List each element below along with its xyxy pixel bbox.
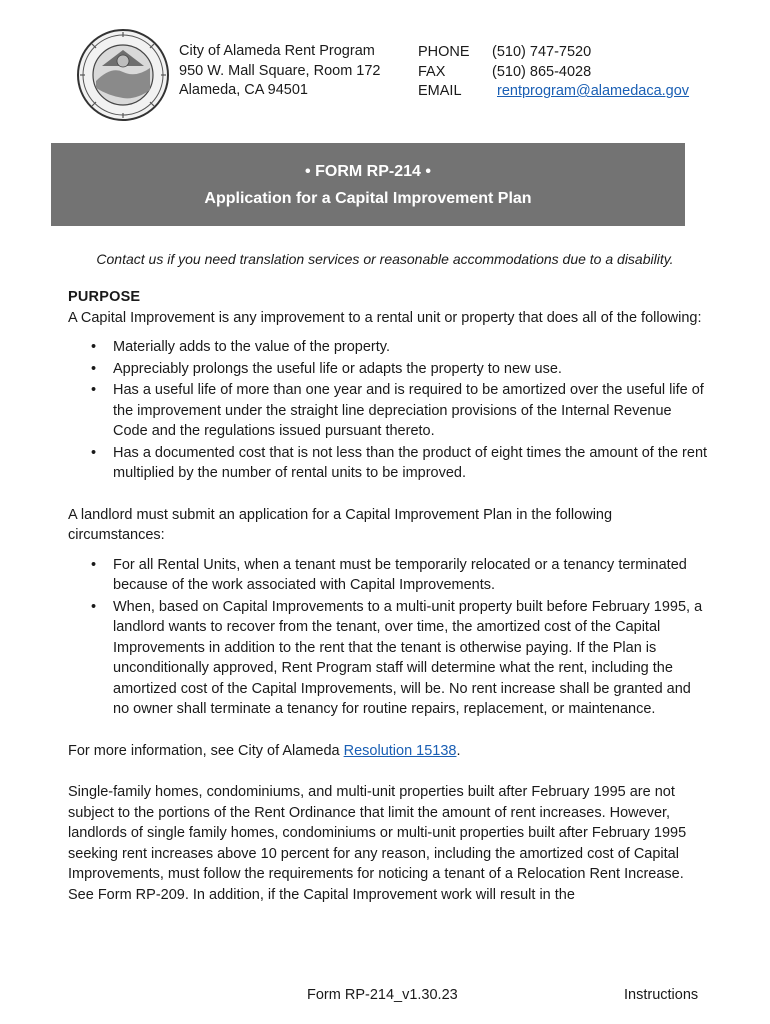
address-block xyxy=(179,42,381,101)
address-line-city: Alameda, CA 94501 xyxy=(179,82,308,98)
list-item: • Has a documented cost that is not less than the product of eight times the amount of the rent multiplied by the number of rental units to be improved. xyxy=(113,443,708,484)
address-line-street: 950 W. Mall Square, Room 172 xyxy=(179,62,381,79)
more-info-suffix: . xyxy=(456,742,461,759)
resolution-link[interactable]: Resolution 15138 xyxy=(343,742,457,759)
contact-labels xyxy=(418,43,470,102)
more-info-line xyxy=(68,741,708,762)
accommodation-notice: Contact us if you need translation services or reasonable accommodations due to a disability. xyxy=(96,251,674,267)
fax-label: FAX xyxy=(418,63,446,80)
form-number: • FORM RP-214 • xyxy=(305,163,431,180)
email-label: EMAIL xyxy=(418,83,462,99)
list-item: • For all Rental Units, when a tenant must be temporarily relocated or a tenancy terminated because of the work associated with Capital Improvements. xyxy=(113,555,708,596)
more-info-prefix: For more information, see City of Alameda xyxy=(68,742,344,759)
contact-values xyxy=(492,43,689,102)
purpose-bullet-list xyxy=(68,337,708,484)
form-title-banner xyxy=(51,143,685,226)
email-link[interactable]: rentprogram@alamedaca.gov xyxy=(497,83,690,99)
fax-value: (510) 865-4028 xyxy=(492,63,592,80)
circumstances-intro: A landlord must submit an application for a Capital Improvement Plan in the following circumstances: xyxy=(68,506,613,543)
list-item: • When, based on Capital Improvements to a multi-unit property built before February 1995, a landlord wants to recover from the tenant, over time, the amortized cost of the Capital Improvements in addition to the rent that the tenant is otherwise paying. If the Plan is unconditionally approved, Rent Program staff will determine what the rent, including the amortized cost of the Capital Improvements, will be. No rent increase shall be granted and no owner shall terminate a tenancy for routine repairs, replacement, or maintenance. xyxy=(113,597,708,720)
phone-label: PHONE xyxy=(418,44,470,60)
exemption-paragraph: Single-family homes, condominiums, and multi-unit properties built after February 1995 are not subject to the portions of the Rent Ordinance that limit the amount of rent increases. However, landlords of single family homes, condominiums or multi-unit properties built after February 1995 seeking rent increases above 10 percent for any reason, including the amortized cost of Capital Improvements, must follow the requirements for noticing a tenant of a Relocation Rent Increase. See Form RP-209. In addition, if the Capital Improvement work will result in the xyxy=(68,784,687,903)
circumstances-bullet-list xyxy=(68,555,708,720)
list-item: • Appreciably prolongs the useful life or adapts the property to new use. xyxy=(113,359,708,380)
footer-form-version: Form RP-214_v1.30.23 xyxy=(307,987,458,1003)
instructions-body xyxy=(68,287,708,905)
purpose-heading: PURPOSE xyxy=(68,289,141,305)
address-line-org: City of Alameda Rent Program xyxy=(179,43,375,59)
footer-section-label: Instructions xyxy=(624,987,699,1003)
city-seal-logo xyxy=(76,26,170,124)
list-item: • Has a useful life of more than one year and is required to be amortized over the useful life of the improvement under the straight line depreciation provisions of the Internal Revenue Code and the regulations issued pursuant thereto. xyxy=(113,380,708,442)
list-item: • Materially adds to the value of the property. xyxy=(113,337,708,358)
purpose-intro: A Capital Improvement is any improvement to a rental unit or property that does all of the following: xyxy=(68,309,702,326)
phone-value: (510) 747-7520 xyxy=(492,44,592,60)
form-title: Application for a Capital Improvement Plan xyxy=(204,190,532,207)
